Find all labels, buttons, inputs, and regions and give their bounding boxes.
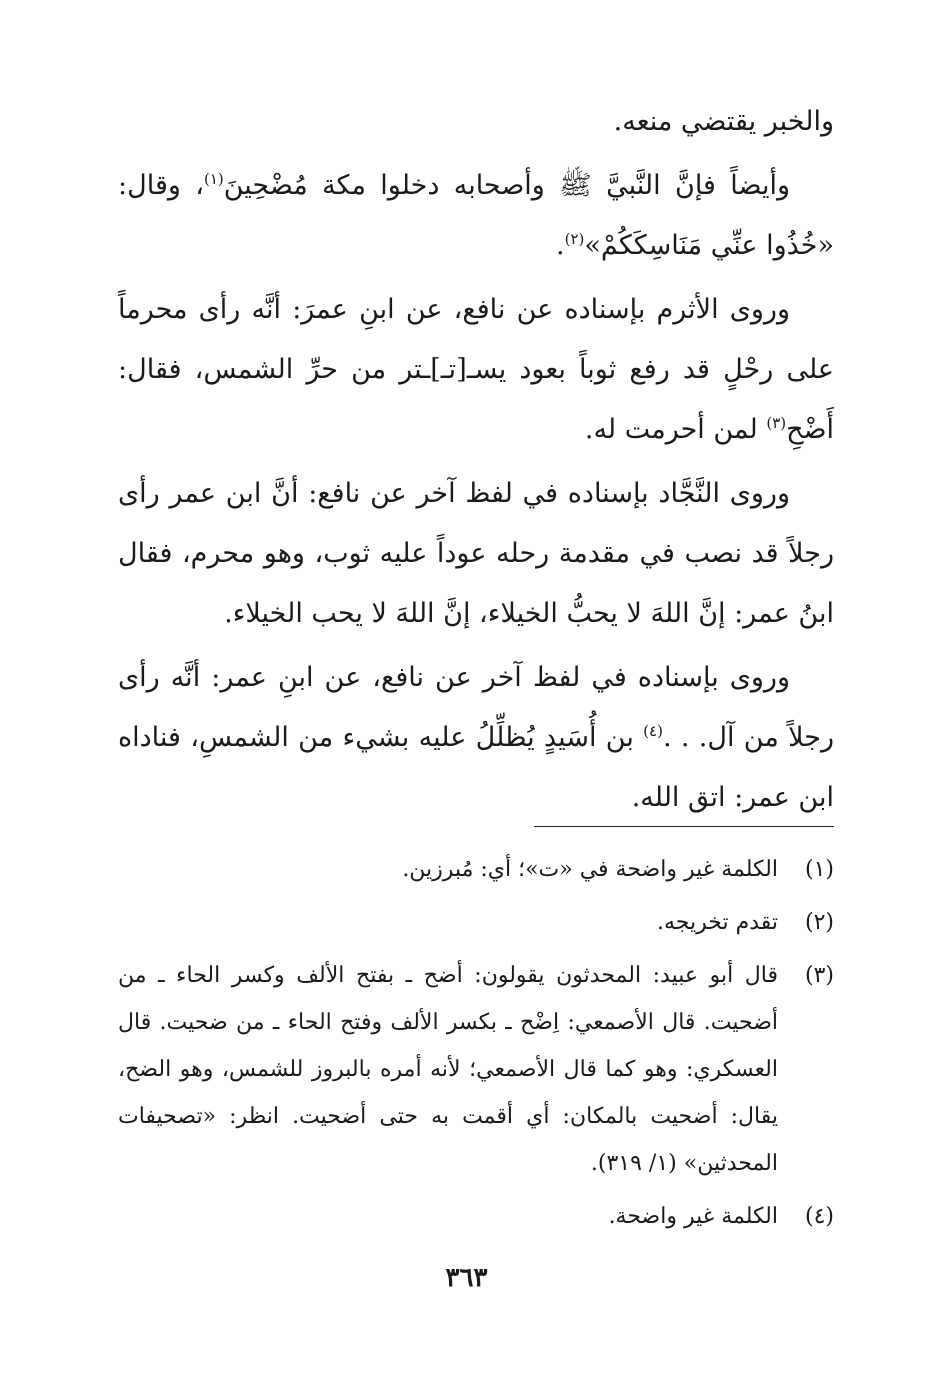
page-number: ٣٦٣ <box>445 1263 488 1293</box>
footnote-3 <box>118 952 834 1187</box>
paragraph-text: وروى الأثرم بإسناده عن نافع، عن ابنِ عمرَ: أنَّه رأى محرماً على رحْلٍ قد رفع ثوباً بعود يسـ[تـ]ـتر من حرِّ الشمس، فقال: أَضْحِ <box>118 294 834 445</box>
main-text <box>118 92 834 828</box>
paragraph-1 <box>118 92 834 152</box>
paragraph-4 <box>118 464 834 644</box>
footnote-divider <box>534 826 834 827</box>
paragraph-text: وروى النَّجَّاد بإسناده في لفظ آخر عن نافع: أنَّ ابن عمر رأى رجلاً قد نصب في مقدمة رحله عوداً عليه ثوب، وهو محرم، فقال ابنُ عمر: إنَّ اللهَ لا يحبُّ الخيلاء، إنَّ اللهَ لا يحب الخيلاء. <box>118 478 834 629</box>
paragraph-text: لمن أحرمت له. <box>584 414 767 445</box>
paragraph-2 <box>118 156 834 276</box>
footnote-ref[interactable]: (١) <box>203 170 224 188</box>
footnote-text: الكلمة غير واضحة في «ت»؛ أي: مُبرزين. <box>402 857 778 882</box>
footnote-number: (١) <box>804 857 834 882</box>
footnote-number: (٢) <box>804 910 834 935</box>
paragraph-3 <box>118 280 834 460</box>
footnote-ref[interactable]: (٣) <box>766 414 787 432</box>
footnote-1 <box>118 846 834 893</box>
footnote-2 <box>118 899 834 946</box>
paragraph-text: والخبر يقتضي منعه. <box>613 106 834 137</box>
footnote-ref[interactable]: (٢) <box>564 230 585 248</box>
paragraph-text: بن أُسَيدٍ يُظلِّلُ عليه بشيء من الشمسِ، فناداه ابن عمر: اتق الله. <box>118 722 834 813</box>
paragraph-text: وأيضاً فإنَّ النَّبيَّ ﷺ وأصحابه دخلوا مكة مُضْحِينَ <box>223 170 790 201</box>
footnote-ref[interactable]: (٤) <box>643 722 663 740</box>
paragraph-text: ، وقال: «خُذُوا عنِّي مَنَاسِكَكُمْ» <box>118 170 834 261</box>
paragraph-5 <box>118 648 834 828</box>
footnote-4 <box>118 1193 834 1240</box>
paragraph-text: . <box>556 230 565 261</box>
footnote-number: (٤) <box>804 1204 834 1229</box>
footnote-number: (٣) <box>804 963 834 988</box>
footnotes <box>118 846 834 1246</box>
footnote-text: قال أبو عبيد: المحدثون يقولون: أضح ـ بفتح الألف وكسر الحاء ـ من أضحيت. قال الأصمعي: اِضْح ـ بكسر الألف وفتح الحاء ـ من ضحيت. قال العسكري: وهو كما قال الأصمعي؛ لأنه أمره بالبروز للشمس، وهو الضح، يقال: أضحيت بالمكان: أي أقمت به حتى أضحيت. انظر: «تصحيفات المحدثين» (١/ ٣١٩). <box>118 963 778 1176</box>
footnote-text: تقدم تخريجه. <box>657 910 778 935</box>
footnote-text: الكلمة غير واضحة. <box>608 1204 778 1229</box>
paragraph-text: وروى بإسناده في لفظ آخر عن نافع، عن ابنِ عمر: أنَّه رأى رجلاً من آل. . . <box>118 662 834 753</box>
